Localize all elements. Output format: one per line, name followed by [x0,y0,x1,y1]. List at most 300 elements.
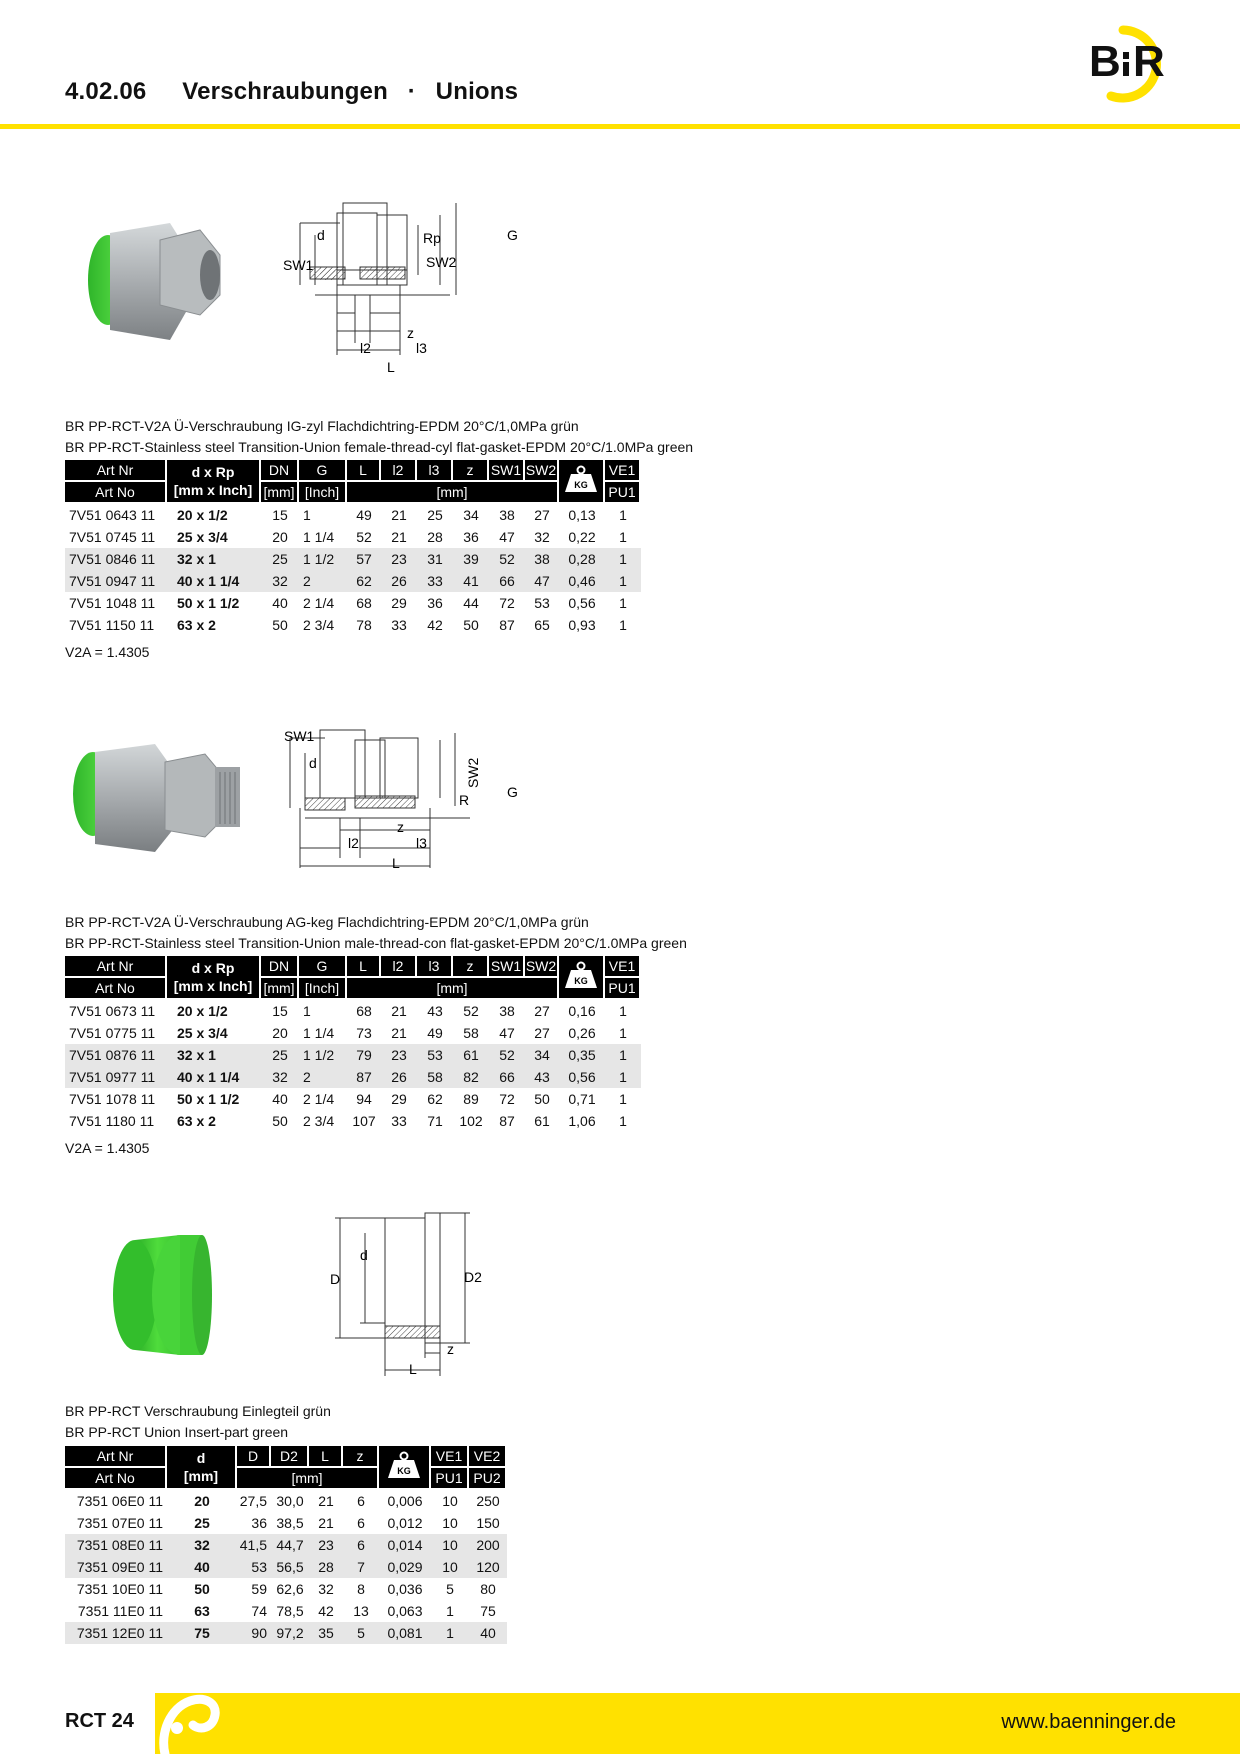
col-art-no: Art No [65,482,167,504]
dimension-drawing-female-union [280,195,525,375]
table-cell: 28 [309,1556,343,1578]
title-en: Unions [435,78,519,105]
table-cell: 30,0 [276,1493,304,1509]
table-cell: 13 [353,1603,369,1619]
col-pu1: PU1 [605,978,641,1000]
table-cell: 87 [499,617,515,633]
table-cell: 1,06 [568,1113,596,1129]
table-cell: 71 [427,1113,443,1129]
dim-d-label: d [317,227,325,243]
product-photo-male-union [65,732,245,862]
col-ve1: VE1 [605,460,641,482]
table-cell: 0,014 [379,1534,431,1556]
table-cell: 2 3/4 [303,1113,335,1129]
table-cell: 0,28 [559,548,605,570]
table-row [65,1490,507,1512]
description-en: BR PP-RCT Union Insert-part green [65,1424,289,1440]
table-cell: 7V51 1180 11 [69,1113,155,1129]
table-cell: 75 [167,1622,237,1644]
section-number: 4.02.06 [65,78,147,105]
product-photo-female-union [80,195,235,355]
table-row [65,526,641,548]
table-cell: 0,56 [568,595,596,611]
product-photo-insert-part [105,1230,215,1360]
dim-big-d-label: D [330,1271,341,1287]
dim-l3-label: l3 [416,340,427,356]
col-l: L [309,1446,343,1468]
table-cell: 32 [261,570,299,592]
table-cell: 7V51 0876 11 [65,1044,167,1066]
table-cell: 27 [534,1025,550,1041]
table-cell: 72 [499,595,515,611]
table-cell: 40 x 1 1/4 [167,570,261,592]
swirl-logo-icon [155,1693,225,1754]
dim-sw1-label: SW1 [284,728,315,744]
table-cell: 7351 10E0 11 [76,1581,163,1597]
dim-l2-label: l2 [348,835,359,851]
table-row [65,614,641,636]
table-cell: 0,16 [568,1003,596,1019]
table-cell: 7V51 1150 11 [69,617,155,633]
svg-text:R: R [1133,37,1165,86]
table-row [65,548,641,570]
table-cell: 50 [272,617,288,633]
col-ve1: VE1 [431,1446,469,1468]
table-cell: 0,081 [379,1622,431,1644]
table-cell: 72 [499,1091,515,1107]
table-row [65,1088,641,1110]
table-cell: 87 [347,1066,381,1088]
col-l: L [347,460,381,482]
dimension-drawing-male-union [280,718,525,878]
product-description-2 [65,912,687,954]
table-cell: 250 [476,1493,500,1509]
svg-text:KG: KG [574,976,588,986]
table-cell: 7 [343,1556,379,1578]
col-sw2: SW2 [525,460,559,482]
table-cell: 36 [463,529,479,545]
col-l2: l2 [381,956,417,978]
col-big-d: D [237,1446,271,1468]
table-cell: 2 3/4 [303,617,335,633]
table-cell: 23 [381,1044,417,1066]
table-cell: 78 [356,617,372,633]
col-art-nr: Art Nr [65,1446,167,1468]
table-cell: 1 1/4 [303,1025,335,1041]
table-cell: 7351 08E0 11 [65,1534,167,1556]
table-cell: 25 [261,1044,299,1066]
table-cell: 0,46 [559,570,605,592]
dim-l-label: L [387,359,395,375]
table-cell: 15 [272,507,288,523]
table-cell: 2 [299,570,347,592]
table-cell: 52 [463,1003,479,1019]
table-cell: 10 [431,1534,469,1556]
table-cell: 6 [357,1493,365,1509]
svg-text:KG: KG [574,480,588,490]
table-cell: 7351 07E0 11 [76,1515,163,1531]
table-cell: 47 [499,1025,515,1041]
table-cell: 1 [619,595,627,611]
table-cell: 63 [194,1603,210,1619]
table-cell: 58 [463,1025,479,1041]
table-row [65,1000,641,1022]
table-cell: 79 [347,1044,381,1066]
table-cell: 50 x 1 1/2 [177,1091,240,1107]
table-cell: 25 x 3/4 [177,1025,228,1041]
table-cell: 29 [391,1091,407,1107]
dim-rp-label: Rp [423,230,441,246]
table-row [65,570,641,592]
table-cell: 20 x 1/2 [177,507,228,523]
col-dxrp: d x Rp [mm x Inch] [167,460,261,504]
table-cell: 38 [499,1003,515,1019]
table-cell: 107 [352,1113,376,1129]
table-cell: 61 [453,1044,489,1066]
dim-g-label: G [507,227,518,243]
table-cell: 29 [391,595,407,611]
table-cell: 200 [469,1534,507,1556]
material-note-1: V2A = 1.4305 [65,644,150,660]
col-g: G [299,460,347,482]
br-logo [1085,18,1185,108]
table-cell: 7351 11E0 11 [77,1603,163,1619]
table-cell: 43 [525,1066,559,1088]
table-cell: 62,6 [276,1581,304,1597]
table-cell: 0,012 [387,1515,423,1531]
table-cell: 57 [347,548,381,570]
dim-d-label: d [309,755,317,771]
table-cell: 82 [453,1066,489,1088]
title-separator: · [407,78,416,105]
table-cell: 7V51 0673 11 [69,1003,156,1019]
table-cell: 102 [459,1113,483,1129]
table-cell: 1 [605,548,641,570]
col-mm-unit: [mm] [237,1468,379,1490]
table-cell: 10 [431,1556,469,1578]
table-cell: 78,5 [276,1603,304,1619]
table-row [65,1578,507,1600]
col-z: z [343,1446,379,1468]
table-cell: 47 [499,529,515,545]
table-cell: 7V51 0745 11 [69,529,156,545]
material-note-2: V2A = 1.4305 [65,1140,150,1156]
col-l: L [347,956,381,978]
table-cell: 5 [343,1622,379,1644]
table-cell: 1 [619,1025,627,1041]
table-cell: 49 [427,1025,443,1041]
col-dxrp: d x Rp [mm x Inch] [167,956,261,1000]
table-cell: 73 [356,1025,372,1041]
table-cell: 27,5 [239,1493,267,1509]
table-cell: 0,029 [379,1556,431,1578]
table-body [65,504,641,636]
col-pu1: PU1 [431,1468,469,1490]
table-cell: 21 [391,507,407,523]
table-cell: 53 [237,1556,271,1578]
dim-l2-label: l2 [360,340,371,356]
table-cell: 27 [534,1003,550,1019]
dim-sw2-label: SW2 [426,254,457,270]
table-cell: 50 [463,617,479,633]
table-cell: 31 [417,548,453,570]
col-dn: DN [261,956,299,978]
table-cell: 87 [499,1113,515,1129]
table-cell: 6 [343,1534,379,1556]
dim-l-label: L [409,1361,417,1377]
description-de: BR PP-RCT Verschraubung Einlegteil grün [65,1403,331,1419]
table-cell: 20 [272,1025,288,1041]
table-cell: 150 [476,1515,500,1531]
table-cell: 1 [619,1003,627,1019]
table-cell: 35 [309,1622,343,1644]
table-row [65,1110,641,1132]
dimension-drawing-insert-part [330,1208,490,1383]
weight-icon [379,1446,431,1490]
table-cell: 2 1/4 [303,595,335,611]
table-cell: 66 [489,1066,525,1088]
table-cell: 1 [619,1091,627,1107]
table-cell: 21 [318,1493,334,1509]
table-cell: 1 1/2 [299,1044,347,1066]
table-row [65,1622,507,1644]
col-g-unit: [Inch] [299,978,347,1000]
table-cell: 49 [356,507,372,523]
table-row [65,1022,641,1044]
table-cell: 1 [619,529,627,545]
table-cell: 58 [417,1066,453,1088]
page-title [65,78,518,106]
col-pu2: PU2 [469,1468,507,1490]
table-row [65,1512,507,1534]
col-mm-unit: [mm] [347,978,559,1000]
spec-table-female-union [65,460,641,636]
col-dn: DN [261,460,299,482]
dim-d2-label: D2 [464,1269,482,1285]
table-cell: 80 [480,1581,496,1597]
col-z: z [453,956,489,978]
table-cell: 52 [356,529,372,545]
table-cell: 53 [534,595,550,611]
spec-table-insert-part [65,1446,507,1644]
table-cell: 52 [489,1044,525,1066]
table-cell: 39 [453,548,489,570]
weight-icon [559,956,605,1000]
col-g: G [299,956,347,978]
table-cell: 50 x 1 1/2 [177,595,240,611]
table-cell: 42 [427,617,443,633]
svg-text:B: B [1089,37,1121,86]
description-de: BR PP-RCT-V2A Ü-Verschraubung IG-zyl Flachdichtring-EPDM 20°C/1,0MPa grün [65,418,579,434]
table-cell: 7V51 0947 11 [65,570,167,592]
col-d: d [mm] [167,1446,237,1490]
table-cell: 50 [534,1091,550,1107]
table-cell: 0,35 [559,1044,605,1066]
svg-text:KG: KG [397,1466,411,1476]
table-cell: 27 [534,507,550,523]
table-cell: 68 [356,1003,372,1019]
table-cell: 25 [261,548,299,570]
description-de: BR PP-RCT-V2A Ü-Verschraubung AG-keg Flachdichtring-EPDM 20°C/1,0MPa grün [65,914,589,930]
table-row [65,1600,507,1622]
table-cell: 40 [272,595,288,611]
table-cell: 25 [194,1515,210,1531]
col-pu1: PU1 [605,482,641,504]
col-sw1: SW1 [489,460,525,482]
table-cell: 1 [605,1066,641,1088]
table-cell: 10 [442,1515,458,1531]
table-cell: 1 [605,570,641,592]
table-cell: 1 [446,1603,454,1619]
table-cell: 42 [318,1603,334,1619]
table-cell: 66 [489,570,525,592]
dim-l-label: L [392,855,400,871]
col-mm-unit: [mm] [347,482,559,504]
table-cell: 40 [272,1091,288,1107]
description-en: BR PP-RCT-Stainless steel Transition-Union female-thread-cyl flat-gasket-EPDM 20°C/1.0MPa green [65,439,694,455]
table-cell: 56,5 [271,1556,309,1578]
table-cell: 52 [489,548,525,570]
spec-table-male-union [65,956,641,1132]
col-l3: l3 [417,956,453,978]
table-cell: 20 [272,529,288,545]
product-description-3 [65,1401,331,1443]
table-cell: 21 [318,1515,334,1531]
website-link[interactable]: www.baenninger.de [1001,1711,1176,1733]
table-cell: 20 x 1/2 [177,1003,228,1019]
table-cell: 68 [356,595,372,611]
col-l3: l3 [417,460,453,482]
table-cell: 38 [525,548,559,570]
table-cell: 7V51 0846 11 [65,548,167,570]
table-cell: 25 [427,507,443,523]
header-rule [0,124,1240,129]
dim-z-label: z [447,1341,454,1357]
table-cell: 65 [534,617,550,633]
table-cell: 21 [391,1003,407,1019]
col-dn-unit: [mm] [261,978,299,1000]
table-cell: 61 [534,1113,550,1129]
table-cell: 21 [391,529,407,545]
product-description-1 [65,416,693,458]
col-z: z [453,460,489,482]
table-cell: 1 1/4 [303,529,335,545]
table-cell: 59 [251,1581,267,1597]
table-cell: 26 [381,1066,417,1088]
table-cell: 32 [318,1581,334,1597]
dim-g-label: G [507,784,518,800]
table-cell: 1 [619,1113,627,1129]
table-cell: 33 [391,1113,407,1129]
table-cell: 62 [347,570,381,592]
table-row [65,592,641,614]
table-cell: 50 [194,1581,210,1597]
table-cell: 75 [480,1603,496,1619]
table-cell: 25 x 3/4 [177,529,228,545]
table-cell: 1 [303,507,311,523]
col-dn-unit: [mm] [261,482,299,504]
table-cell: 7V51 1048 11 [69,595,156,611]
table-cell: 0,036 [387,1581,423,1597]
table-cell: 0,56 [559,1066,605,1088]
col-sw2: SW2 [525,956,559,978]
table-cell: 40 [167,1556,237,1578]
table-cell: 40 x 1 1/4 [167,1066,261,1088]
col-ve1: VE1 [605,956,641,978]
table-cell: 32 x 1 [167,1044,261,1066]
table-cell: 40 [469,1622,507,1644]
table-cell: 7V51 0643 11 [69,507,156,523]
table-cell: 1 [619,507,627,523]
table-cell: 1 1/2 [299,548,347,570]
title-de: Verschraubungen [182,78,388,105]
weight-icon [559,460,605,504]
dim-l3-label: l3 [416,835,427,851]
col-art-nr: Art Nr [65,460,167,482]
table-cell: 62 [427,1091,443,1107]
table-row [65,504,641,526]
table-cell: 0,71 [568,1091,596,1107]
col-l2: l2 [381,460,417,482]
table-cell: 8 [357,1581,365,1597]
table-cell: 36 [427,595,443,611]
table-cell: 43 [427,1003,443,1019]
col-art-nr: Art Nr [65,956,167,978]
dim-r-label-visible: R [459,792,470,808]
table-cell: 15 [272,1003,288,1019]
table-cell: 1 [619,617,627,633]
table-cell: 63 x 2 [177,1113,216,1129]
table-row [65,1534,507,1556]
col-sw1: SW1 [489,956,525,978]
table-cell: 32 [534,529,550,545]
table-cell: 7V51 0977 11 [65,1066,167,1088]
dim-sw1-label: SW1 [283,257,314,273]
table-cell: 33 [391,617,407,633]
table-row [65,1066,641,1088]
table-cell: 89 [463,1091,479,1107]
table-cell: 7V51 0775 11 [69,1025,156,1041]
table-cell: 33 [417,570,453,592]
table-cell: 53 [417,1044,453,1066]
table-cell: 28 [427,529,443,545]
table-cell: 7V51 1078 11 [69,1091,156,1107]
table-cell: 38,5 [276,1515,304,1531]
table-body [65,1490,507,1644]
table-body [65,1000,641,1132]
table-cell: 0,22 [568,529,596,545]
dim-sw2-label: SW2 [465,757,481,788]
table-cell: 74 [251,1603,267,1619]
table-cell: 7351 09E0 11 [65,1556,167,1578]
table-row [65,1556,507,1578]
table-cell: 97,2 [271,1622,309,1644]
dim-z-label: z [407,325,414,341]
table-cell: 23 [309,1534,343,1556]
col-art-no: Art No [65,1468,167,1490]
table-cell: 2 1/4 [303,1091,335,1107]
table-cell: 0,13 [568,507,596,523]
table-cell: 94 [356,1091,372,1107]
table-cell: 63 x 2 [177,617,216,633]
table-cell: 7351 12E0 11 [65,1622,167,1644]
table-cell: 2 [299,1066,347,1088]
table-cell: 36 [251,1515,267,1531]
table-cell: 10 [442,1493,458,1509]
col-d2: D2 [271,1446,309,1468]
col-art-no: Art No [65,978,167,1000]
table-cell: 41,5 [237,1534,271,1556]
